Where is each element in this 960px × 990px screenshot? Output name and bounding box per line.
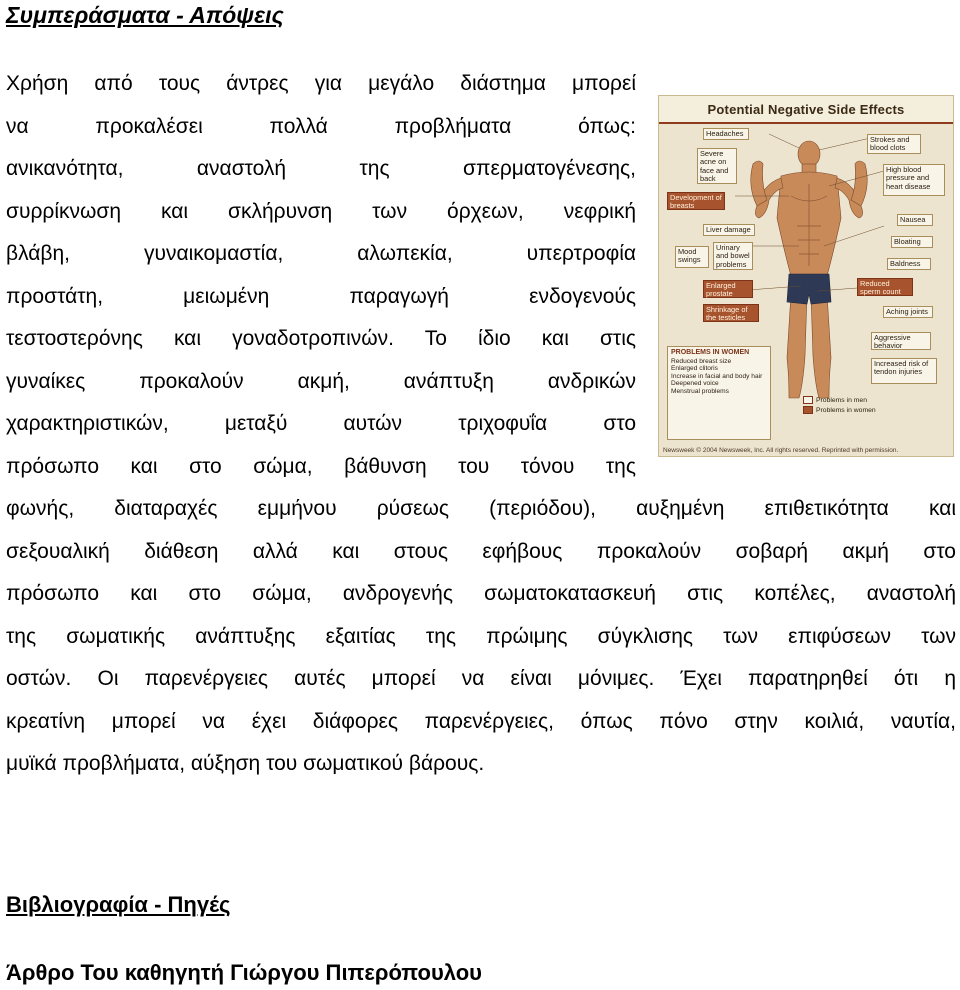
label-liver: Liver damage	[703, 224, 755, 236]
paragraph-line: ανικανότητα, αναστολή της σπερματογένεσης,	[6, 157, 636, 180]
legend-women: Problems in women	[816, 407, 876, 414]
paragraph-line: μυϊκά προβλήματα, αύξηση του σωματικού βάρους.	[6, 752, 485, 775]
paragraph-line: φωνής, διαταραχές εμμήνου ρύσεως (περιόδου), αυξημένη επιθετικότητα και	[6, 497, 956, 520]
women-title: PROBLEMS IN WOMEN	[671, 349, 750, 356]
label-nausea: Nausea	[897, 214, 933, 226]
label-headaches: Headaches	[703, 128, 749, 140]
paragraph-line: της σωματικής ανάπτυξης εξαιτίας της πρώιμης σύγκλισης των επιφύσεων των	[6, 624, 956, 648]
label-tendon: Increased risk of tendon injuries	[871, 358, 937, 384]
women-item: Increase in facial and body hair	[671, 372, 763, 380]
paragraph-line: οστών. Οι παρενέργειες αυτές μπορεί να είναι μόνιμες. Έχει παρατηρηθεί ότι η	[6, 667, 956, 690]
page-title: Συμπεράσματα - Απόψεις	[6, 2, 284, 28]
women-item: Menstrual problems	[671, 387, 729, 395]
label-sperm: Reduced sperm count	[857, 278, 913, 296]
paragraph-line: συρρίκνωση και σκλήρυνση των όρχεων, νεφρική	[6, 199, 636, 223]
label-blood-pressure: High blood pressure and heart disease	[883, 164, 945, 196]
label-mood: Mood swings	[675, 246, 709, 268]
label-bloating: Bloating	[891, 236, 933, 248]
legend-swatch-women	[803, 406, 813, 414]
figure-credit: Newsweek © 2004 Newsweek, Inc. All rights reserved. Reprinted with permission.	[663, 446, 899, 454]
figure-legend	[803, 396, 943, 432]
paragraph-line: προστάτη, μειωμένη παραγωγή ενδογενούς	[6, 284, 636, 308]
paragraph-line: πρόσωπο και στο σώμα, ανδρογενής σωματοκατασκευή στις κοπέλες, αναστολή	[6, 582, 956, 605]
legend-swatch-men	[803, 396, 813, 404]
label-strokes: Strokes and blood clots	[867, 134, 921, 154]
side-effects-figure	[658, 95, 954, 457]
label-acne: Severe acne on face and back	[697, 148, 737, 184]
paragraph-line: Χρήση από τους άντρες για μεγάλο διάστημα μπορεί	[6, 72, 636, 95]
label-testicles: Shrinkage of the testicles	[703, 304, 759, 322]
label-urinary: Urinary and bowel problems	[713, 242, 753, 270]
figure-header: Potential Negative Side Effects	[659, 96, 953, 124]
label-prostate: Enlarged prostate	[703, 280, 753, 298]
legend-men: Problems in men	[816, 397, 867, 404]
label-baldness: Baldness	[887, 258, 931, 270]
paragraph-line: γυναίκες προκαλούν ακμή, ανάπτυξη ανδρικών	[6, 369, 636, 393]
paragraph-line: κρεατίνη μπορεί να έχει διάφορες παρενέργειες, όπως πόνο στην κοιλιά, ναυτία,	[6, 709, 956, 733]
label-breasts: Development of breasts	[667, 192, 725, 210]
women-item: Enlarged clitoris	[671, 365, 718, 373]
paragraph-line: χαρακτηριστικών, μεταξύ αυτών τριχοφυΐα στο	[6, 412, 636, 435]
women-item: Deepened voice	[671, 380, 719, 388]
women-problems-box	[667, 346, 771, 440]
paragraph-line: πρόσωπο και στο σώμα, βάθυνση του τόνου της	[6, 454, 636, 478]
label-aggression: Aggressive behavior	[871, 332, 931, 350]
article-reference: Άρθρο Του καθηγητή Γιώργου Πιπερόπουλου	[6, 960, 482, 985]
paragraph-line: σεξουαλική διάθεση αλλά και στους εφήβους προκαλούν σοβαρή ακμή στο	[6, 539, 956, 563]
bibliography-heading: Βιβλιογραφία - Πηγές	[6, 892, 231, 917]
paragraph-line: να προκαλέσει πολλά προβλήματα όπως:	[6, 114, 636, 138]
paragraph-line: βλάβη, γυναικομαστία, αλωπεκία, υπερτροφία	[6, 242, 636, 265]
label-joints: Aching joints	[883, 306, 933, 318]
women-item: Reduced breast size	[671, 357, 732, 365]
paragraph-line: τεστοστερόνης και γοναδοτροπινών. Το ίδιο και στις	[6, 327, 636, 350]
